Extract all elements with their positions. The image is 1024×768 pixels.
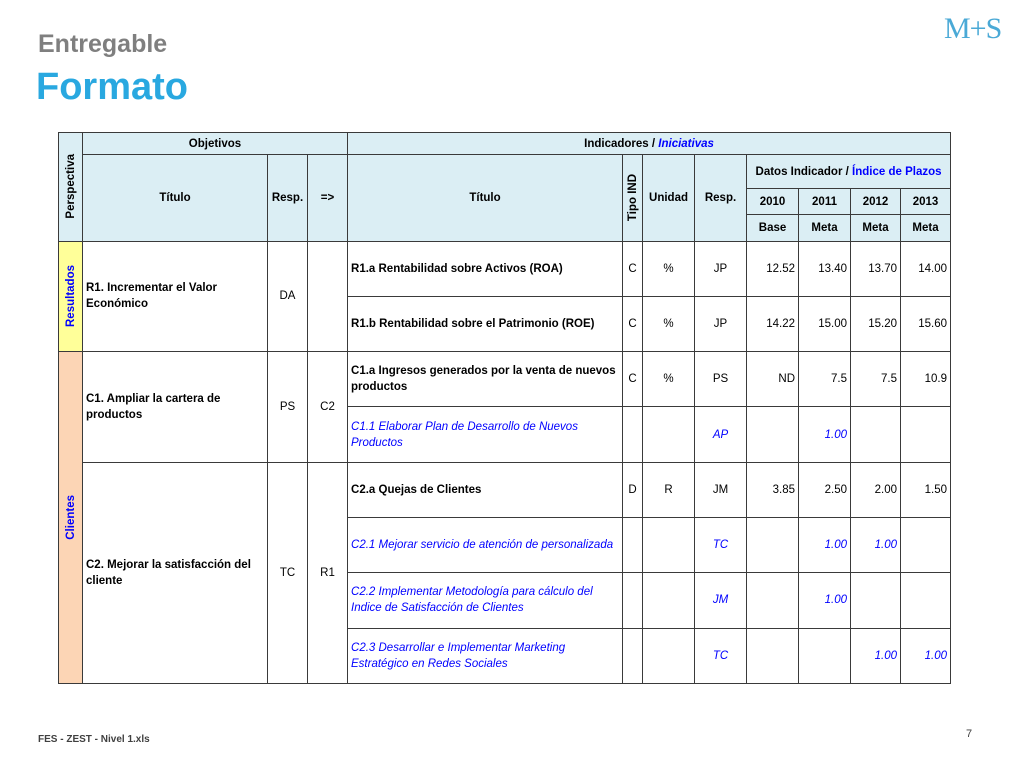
objective-arrow: R1 (308, 462, 348, 683)
indicator-unidad (643, 518, 695, 573)
value-2013: 15.60 (901, 296, 951, 351)
initiative-title: C1.1 Elaborar Plan de Desarrollo de Nuevos Productos (348, 407, 623, 462)
value-2013 (901, 518, 951, 573)
company-logo: M+S (944, 12, 1002, 45)
year-type-header: Base (747, 215, 799, 241)
indicator-resp: JP (695, 241, 747, 296)
perspectiva-header-label: Perspectiva (64, 154, 77, 220)
indicator-unidad (643, 573, 695, 628)
indicator-tipo (623, 628, 643, 683)
value-2012 (851, 573, 901, 628)
value-2013: 1.00 (901, 628, 951, 683)
obj-arrow-header: => (308, 155, 348, 241)
initiative-title: C2.1 Mejorar servicio de atención de personalizada (348, 518, 623, 573)
indicator-tipo (623, 518, 643, 573)
objetivos-header: Objetivos (83, 133, 348, 155)
obj-titulo-header: Título (83, 155, 268, 241)
value-2011: 2.50 (799, 462, 851, 517)
value-2010 (747, 573, 799, 628)
value-2013: 1.50 (901, 462, 951, 517)
datos-label: Datos Indicador / (755, 165, 853, 178)
indicator-unidad: % (643, 241, 695, 296)
perspective-resultados-label: Resultados (64, 265, 77, 328)
year-header: 2013 (901, 189, 951, 215)
plazos-label: Índice de Plazos (852, 165, 942, 178)
value-2011 (799, 628, 851, 683)
value-2010 (747, 407, 799, 462)
indicator-unidad (643, 407, 695, 462)
footer-source: FES - ZEST - Nivel 1.xls (38, 734, 150, 745)
indicator-tipo (623, 407, 643, 462)
value-2011: 1.00 (799, 573, 851, 628)
objective-resp: TC (268, 462, 308, 683)
indicator-resp: JP (695, 296, 747, 351)
table-row (59, 462, 951, 517)
iniciativas-label: Iniciativas (658, 137, 714, 150)
year-header: 2012 (851, 189, 901, 215)
objective-arrow: C2 (308, 352, 348, 463)
indicator-title: R1.b Rentabilidad sobre el Patrimonio (ROE) (348, 296, 623, 351)
objective-resp: DA (268, 241, 308, 352)
value-2012: 13.70 (851, 241, 901, 296)
value-2010: 14.22 (747, 296, 799, 351)
value-2011: 15.00 (799, 296, 851, 351)
year-type-header: Meta (851, 215, 901, 241)
initiative-title: C2.3 Desarrollar e Implementar Marketing Estratégico en Redes Sociales (348, 628, 623, 683)
year-type-header: Meta (799, 215, 851, 241)
indicator-tipo: C (623, 296, 643, 351)
ind-titulo-header: Título (348, 155, 623, 241)
indicadores-label: Indicadores / (584, 137, 659, 150)
value-2012 (851, 407, 901, 462)
indicator-tipo: C (623, 241, 643, 296)
initiative-resp: AP (695, 407, 747, 462)
value-2010: ND (747, 352, 799, 407)
indicator-unidad: R (643, 462, 695, 517)
year-type-header: Meta (901, 215, 951, 241)
value-2011: 7.5 (799, 352, 851, 407)
indicator-unidad: % (643, 296, 695, 351)
indicadores-header (348, 133, 951, 155)
value-2012: 15.20 (851, 296, 901, 351)
objective-title: R1. Incrementar el Valor Económico (83, 241, 268, 352)
indicator-unidad: % (643, 352, 695, 407)
objective-arrow (308, 241, 348, 352)
value-2013: 14.00 (901, 241, 951, 296)
perspective-resultados (59, 241, 83, 352)
value-2012: 2.00 (851, 462, 901, 517)
perspectiva-header (59, 133, 83, 242)
initiative-title: C2.2 Implementar Metodología para cálculo del Indice de Satisfacción de Clientes (348, 573, 623, 628)
value-2013: 10.9 (901, 352, 951, 407)
value-2010: 3.85 (747, 462, 799, 517)
ind-resp-header: Resp. (695, 155, 747, 241)
scorecard-table (58, 132, 951, 684)
indicator-tipo: D (623, 462, 643, 517)
perspective-clientes-label: Clientes (64, 495, 77, 540)
indicator-tipo: C (623, 352, 643, 407)
table-row (59, 241, 951, 296)
objective-resp: PS (268, 352, 308, 463)
indicator-resp: JM (695, 462, 747, 517)
indicator-title: C2.a Quejas de Clientes (348, 462, 623, 517)
slide-title: Formato (36, 66, 188, 108)
datos-indicador-header (747, 155, 951, 189)
indicator-title: C1.a Ingresos generados por la venta de nuevos productos (348, 352, 623, 407)
unidad-header: Unidad (643, 155, 695, 241)
value-2010: 12.52 (747, 241, 799, 296)
value-2012: 7.5 (851, 352, 901, 407)
indicator-resp: PS (695, 352, 747, 407)
objective-title: C2. Mejorar la satisfacción del cliente (83, 462, 268, 683)
indicator-unidad (643, 628, 695, 683)
initiative-resp: JM (695, 573, 747, 628)
initiative-resp: TC (695, 518, 747, 573)
page-number: 7 (966, 728, 973, 740)
value-2011: 1.00 (799, 407, 851, 462)
tipo-ind-header (623, 155, 643, 241)
perspective-clientes (59, 352, 83, 684)
value-2010 (747, 518, 799, 573)
obj-resp-header: Resp. (268, 155, 308, 241)
value-2011: 1.00 (799, 518, 851, 573)
value-2011: 13.40 (799, 241, 851, 296)
table-row (59, 352, 951, 407)
value-2013 (901, 407, 951, 462)
value-2012: 1.00 (851, 628, 901, 683)
value-2013 (901, 573, 951, 628)
value-2010 (747, 628, 799, 683)
slide-subtitle: Entregable (38, 30, 168, 58)
initiative-resp: TC (695, 628, 747, 683)
year-header: 2010 (747, 189, 799, 215)
indicator-tipo (623, 573, 643, 628)
value-2012: 1.00 (851, 518, 901, 573)
indicator-title: R1.a Rentabilidad sobre Activos (ROA) (348, 241, 623, 296)
year-header: 2011 (799, 189, 851, 215)
objective-title: C1. Ampliar la cartera de productos (83, 352, 268, 463)
tipo-ind-label: Tipo IND (626, 174, 639, 222)
